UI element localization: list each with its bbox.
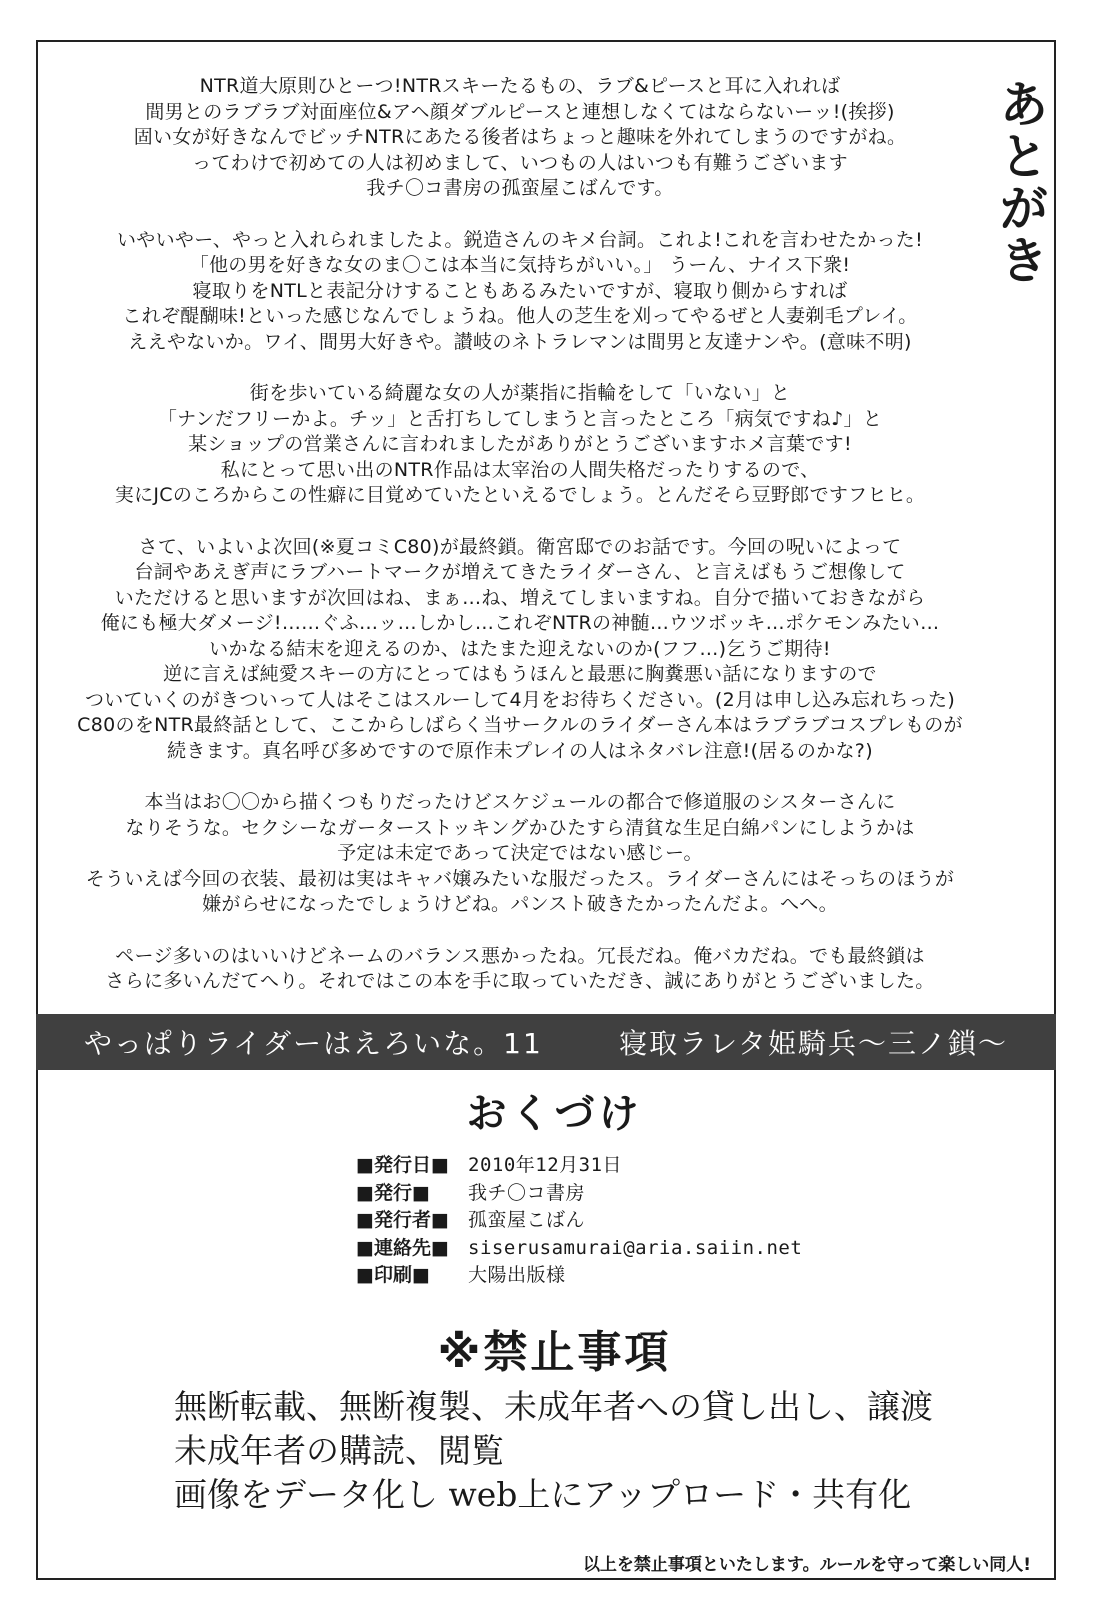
afterword-line: 私にとって思い出のNTR作品は太宰治の人間失格だったりするので、 [220, 458, 820, 481]
afterword-line: 逆に言えば純愛スキーの方にとってはもうほんと最悪に胸糞悪い話になりますので [163, 663, 877, 685]
colophon-row [356, 1262, 916, 1290]
colophon-key: ■印刷■ [356, 1264, 430, 1286]
prohibition-line: 未成年者の購読、閲覧 [174, 1431, 504, 1470]
afterword-line: 嫌がらせになったでしょうけどね。パンスト破きたかったんだよ。へへ。 [202, 893, 838, 915]
afterword-line: 予定は未定であって決定ではない感じー。 [337, 842, 703, 864]
colophon-value: 孤蛮屋こばん [468, 1209, 586, 1231]
afterword-body [60, 74, 980, 1021]
book-subtitle: 寝取ラレタ姫騎兵〜三ノ鎖〜 [619, 1027, 1008, 1060]
prohibition-title: ※禁止事項 [437, 1327, 672, 1378]
afterword-line: 「他の男を好きな女のま〇こは本当に気持ちがいい。」 うーん、ナイス下衆! [189, 254, 851, 276]
afterword-line: これぞ醍醐味!といった感じなんでしょうね。他人の芝生を刈ってやるぜと人妻剃毛プレイ。 [122, 305, 918, 327]
afterword-line: 実にJCのころからこの性癖に目覚めていたといえるでしょう。とんだそら豆野郎ですフヒヒ。 [114, 484, 926, 506]
colophon-key: ■発行■ [356, 1181, 430, 1204]
colophon-key: ■連絡先■ [356, 1236, 449, 1259]
colophon-value: 2010年12月31日 [468, 1154, 623, 1176]
colophon-contact-email: siserusamurai@aria.saiin.net [468, 1236, 803, 1259]
afterword-line: 間男とのラブラブ対面座位&アヘ顔ダブルピースと連想しなくてはならないーッ!(挨拶) [145, 100, 895, 123]
afterword-line: 「ナンだフリーかよ。チッ」と舌打ちしてしまうと言ったところ「病気ですね♪」と [157, 407, 883, 430]
colophon-row [356, 1235, 916, 1263]
afterword-line: 街を歩いている綺麗な女の人が薬指に指輪をして「いない」と [249, 382, 791, 404]
colophon-title: おくづけ [466, 1091, 643, 1137]
afterword-paragraph [60, 228, 980, 356]
colophon-value: 大陽出版様 [468, 1264, 566, 1286]
afterword-line: さて、いよいよ次回(※夏コミC80)が最終鎖。衛宮邸でのお話です。今回の呪いによって [138, 535, 902, 558]
afterword-line: いただけると思いますが次回はね、まぁ…ね、増えてしまいますね。自分で描いておきながら [114, 586, 926, 609]
afterword-line: 台詞やあえぎ声にラブハートマークが増えてきたライダーさん、と言えばもうご想像して [134, 561, 906, 583]
colophon-row [356, 1152, 916, 1180]
colophon-value: 我チ〇コ書房 [468, 1181, 586, 1204]
colophon-row [356, 1207, 916, 1235]
afterword-paragraph [60, 381, 980, 509]
book-title: やっぱりライダーはえろいな。11 [84, 1027, 543, 1060]
afterword-line: C80のをNTR最終話として、ここからしばらく当サークルのライダーさん本はラブラブコスプレものが [77, 714, 963, 736]
title-banner [36, 1014, 1056, 1070]
afterword-line: ええやないか。ワイ、間男大好きや。讃岐のネトラレマンは間男と友達ナンや。(意味不明) [128, 330, 912, 353]
colophon-row [356, 1180, 916, 1208]
afterword-line: 我チ〇コ書房の孤蛮屋こばんです。 [366, 177, 674, 199]
colophon-key: ■発行日■ [356, 1154, 449, 1176]
afterword-line: なりそうな。セクシーなガーターストッキングかひたすら清貧な生足白綿パンにしようかは [125, 816, 915, 839]
afterword-line: 某ショップの営業さんに言われましたがありがとうございますホメ言葉です! [188, 433, 852, 455]
afterword-line: ついていくのがきついって人はそこはスルーして4月をお待ちください。(2月は申し込み忘れちった) [84, 688, 956, 711]
prohibition-line: 無断転載、無断複製、未成年者への貸し出し、譲渡 [174, 1387, 933, 1426]
afterword-line: 本当はお〇〇から描くつもりだったけどスケジュールの都合で修道服のシスターさんに [144, 791, 896, 813]
afterword-paragraph [60, 790, 980, 918]
afterword-line: 固い女が好きなんでビッチNTRにあたる後者はちょっと趣味を外れてしまうのですがね。 [133, 126, 907, 148]
colophon-key: ■発行者■ [356, 1209, 449, 1231]
prohibition-list [174, 1385, 994, 1517]
afterword-line: 俺にも極大ダメージ!……ぐふ…ッ…しかし…これぞNTRの神髄…ウツボッキ…ポケモンみたい… [100, 612, 940, 634]
afterword-line: ページ多いのはいいけどネームのバランス悪かったね。冗長だね。俺バカだね。でも最終鎖は [115, 944, 925, 967]
afterword-line: NTR道大原則ひとーつ!NTRスキーたるもの、ラブ&ピースと耳に入れれば [199, 75, 841, 97]
afterword-heading: あとがき [991, 78, 1049, 286]
afterword-line: 続きます。真名呼び多めですので原作未プレイの人はネタバレ注意!(居るのかな?) [167, 739, 873, 762]
prohibition-line: 画像をデータ化し web上にアップロード・共有化 [174, 1475, 912, 1514]
afterword-line: さらに多いんだてへり。それではこの本を手に取っていただき、誠にありがとうございました。 [105, 970, 935, 992]
afterword-line: 寝取りをNTLと表記分けすることもあるみたいですが、寝取り側からすれば [192, 279, 848, 302]
afterword-line: そういえば今回の衣装、最初は実はキャバ嬢みたいな服だったス。ライダーさんにはそっちのほうが [85, 867, 955, 890]
afterword-paragraph [60, 535, 980, 765]
afterword-paragraph [60, 74, 980, 202]
afterword-paragraph [60, 944, 980, 995]
footer-note: 以上を禁止事項といたします。ルールを守って楽しい同人! [582, 1555, 1031, 1575]
afterword-line: いかなる結末を迎えるのか、はたまた迎えないのか(フフ…)乞うご期待! [209, 637, 831, 660]
afterword-line: ってわけで初めての人は初めまして、いつもの人はいつも有難うございます [192, 151, 848, 174]
afterword-line: いやいやー、やっと入れられましたよ。鋭造さんのキメ台詞。これよ!これを言わせたかった! [117, 228, 923, 251]
colophon-table [356, 1152, 916, 1290]
